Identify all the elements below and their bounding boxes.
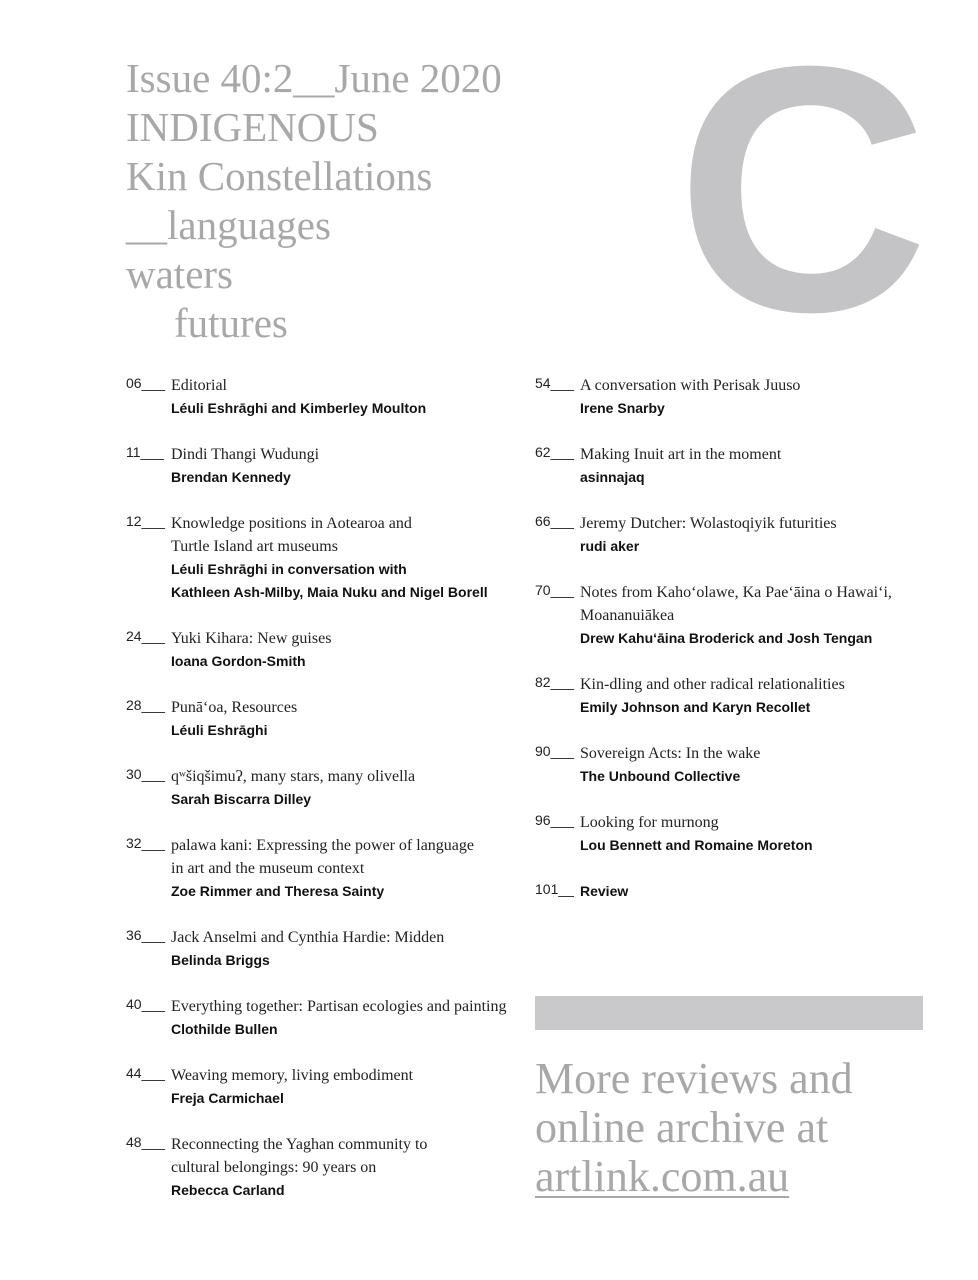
page-number: 11___ [126, 444, 164, 460]
page-number: 66___ [535, 513, 574, 529]
contents-entry[interactable] [126, 627, 526, 673]
article-author-line: Ioana Gordon-Smith [171, 653, 306, 669]
contents-entry[interactable] [535, 443, 935, 489]
article-title-line: in art and the museum context [171, 860, 365, 877]
article-author [171, 1179, 526, 1202]
issue-heading [126, 54, 502, 348]
article-title-line: Making Inuit art in the moment [580, 446, 782, 463]
article-title [580, 443, 935, 466]
contents-column-left [126, 374, 526, 1225]
article-title [580, 512, 935, 535]
article-author-line: Léuli Eshrāghi and Kimberley Moulton [171, 400, 427, 416]
page-number: 36___ [126, 927, 165, 943]
page-number: 30___ [126, 766, 165, 782]
subtitle-line: futures [174, 300, 288, 346]
divider-bar [535, 996, 923, 1030]
article-title [171, 696, 526, 719]
contents-column-right [535, 374, 935, 926]
article-author [580, 834, 935, 857]
article-title [171, 995, 526, 1018]
contents-entry[interactable] [126, 696, 526, 742]
article-author-line: Belinda Briggs [171, 952, 270, 968]
contents-entry[interactable] [126, 1064, 526, 1110]
article-title-line: qʷšiqšimuʔ, many stars, many olivella [171, 768, 416, 785]
contents-logo-letter: C [676, 0, 919, 385]
article-title-line: Kin-dling and other radical relationalities [580, 676, 845, 693]
page-number: 48___ [126, 1134, 165, 1150]
contents-entry[interactable] [535, 673, 935, 719]
article-author [580, 466, 935, 489]
article-author-line: asinnajaq [580, 469, 645, 485]
article-author [580, 696, 935, 719]
article-author-line: Léuli Eshrāghi in conversation with [171, 561, 407, 577]
page-number: 24___ [126, 628, 165, 644]
page-number: 90___ [535, 743, 574, 759]
page-number: 96___ [535, 812, 574, 828]
article-title-line: Turtle Island art museums [171, 538, 338, 555]
article-author-line: Clothilde Bullen [171, 1021, 278, 1037]
article-author [171, 880, 526, 903]
article-title-line: palawa kani: Expressing the power of language [171, 837, 475, 854]
article-author-line: Brendan Kennedy [171, 469, 291, 485]
promo-block [535, 1054, 853, 1201]
contents-entry[interactable] [535, 374, 935, 420]
article-author [580, 627, 935, 650]
contents-entry[interactable] [535, 742, 935, 788]
article-author-line: Lou Bennett and Romaine Moreton [580, 837, 813, 853]
article-author-line: The Unbound Collective [580, 768, 741, 784]
article-title [580, 374, 935, 397]
page-number: 12___ [126, 513, 165, 529]
article-title-line: Notes from Kaho‘olawe, Ka Pae‘āina o Hawai‘i, [580, 584, 892, 601]
page-number: 62___ [535, 444, 574, 460]
article-author-line: Freja Carmichael [171, 1090, 284, 1106]
page-number: 28___ [126, 697, 165, 713]
contents-entry[interactable] [126, 834, 526, 903]
article-author-line: rudi aker [580, 538, 640, 554]
article-author [171, 788, 526, 811]
article-title [580, 811, 935, 834]
article-title [171, 512, 526, 558]
contents-entry[interactable] [126, 926, 526, 972]
page-number: 101__ [535, 881, 574, 897]
subtitle-line: waters [126, 251, 234, 297]
contents-entry[interactable] [535, 880, 935, 903]
issue-line: Issue 40:2__June 2020 [126, 55, 502, 101]
page-number: 40___ [126, 996, 165, 1012]
article-author-line: Sarah Biscarra Dilley [171, 791, 312, 807]
article-author [171, 1018, 526, 1041]
article-title [171, 1064, 526, 1087]
page-number: 54___ [535, 375, 574, 391]
article-title [171, 1133, 526, 1179]
article-author-line: Irene Snarby [580, 400, 665, 416]
article-title [171, 834, 526, 880]
article-title-line: Editorial [171, 377, 227, 394]
article-author [171, 650, 526, 673]
contents-entry[interactable] [126, 995, 526, 1041]
article-title-line: Dindi Thangi Wudungi [171, 446, 320, 463]
article-author [171, 1087, 526, 1110]
article-author [171, 397, 526, 420]
article-title-line: Weaving memory, living embodiment [171, 1067, 414, 1084]
article-title-line: Jeremy Dutcher: Wolastoqiyik futurities [580, 515, 837, 532]
article-author [171, 466, 526, 489]
article-author-line: Léuli Eshrāghi [171, 722, 268, 738]
page-number: 06___ [126, 375, 165, 391]
article-title-line: cultural belongings: 90 years on [171, 1159, 377, 1176]
promo-line: online archive at [535, 1103, 829, 1152]
article-title-line: Jack Anselmi and Cynthia Hardie: Midden [171, 929, 445, 946]
contents-entry[interactable] [535, 811, 935, 857]
article-title [171, 374, 526, 397]
contents-entry[interactable] [126, 512, 526, 604]
article-author [171, 719, 526, 742]
article-title [580, 742, 935, 765]
article-title-line: Yuki Kihara: New guises [171, 630, 332, 647]
contents-entry[interactable] [535, 512, 935, 558]
article-title [171, 926, 526, 949]
theme-line: INDIGENOUS [126, 104, 379, 150]
article-title-line: Reconnecting the Yaghan community to [171, 1136, 428, 1153]
contents-entry[interactable] [126, 443, 526, 489]
article-author [171, 949, 526, 972]
article-title [580, 581, 935, 627]
article-title-line: A conversation with Perisak Juuso [580, 377, 801, 394]
article-author [580, 765, 935, 788]
subtitle-line: Kin Constellations [126, 153, 433, 199]
artlink-link[interactable]: artlink.com.au [535, 1152, 790, 1201]
article-author [580, 397, 935, 420]
article-author-line: Drew Kahu‘āina Broderick and Josh Tengan [580, 630, 873, 646]
article-author-line: Rebecca Carland [171, 1182, 285, 1198]
article-author-line: Kathleen Ash-Milby, Maia Nuku and Nigel Borell [171, 584, 488, 600]
contents-entry[interactable] [126, 1133, 526, 1202]
article-author [171, 558, 526, 604]
article-author-line: Emily Johnson and Karyn Recollet [580, 699, 811, 715]
page-number: 32___ [126, 835, 165, 851]
page-number: 82___ [535, 674, 574, 690]
article-author-line: Zoe Rimmer and Theresa Sainty [171, 883, 385, 899]
article-author [580, 880, 935, 903]
contents-entry[interactable] [126, 765, 526, 811]
article-title [171, 765, 526, 788]
article-title [580, 673, 935, 696]
article-title-line: Moananuiākea [580, 607, 675, 624]
article-title-line: Looking for murnong [580, 814, 719, 831]
article-author-line: Review [580, 883, 629, 899]
article-author [580, 535, 935, 558]
contents-entry[interactable] [535, 581, 935, 650]
promo-line: More reviews and [535, 1054, 853, 1103]
article-title-line: Punā‘oa, Resources [171, 699, 298, 716]
article-title-line: Everything together: Partisan ecologies and painting [171, 998, 507, 1015]
contents-entry[interactable] [126, 374, 526, 420]
page-number: 44___ [126, 1065, 165, 1081]
article-title [171, 443, 526, 466]
article-title-line: Sovereign Acts: In the wake [580, 745, 761, 762]
article-title-line: Knowledge positions in Aotearoa and [171, 515, 412, 532]
page-number: 70___ [535, 582, 574, 598]
subtitle-line: __languages [126, 202, 331, 248]
article-title [171, 627, 526, 650]
